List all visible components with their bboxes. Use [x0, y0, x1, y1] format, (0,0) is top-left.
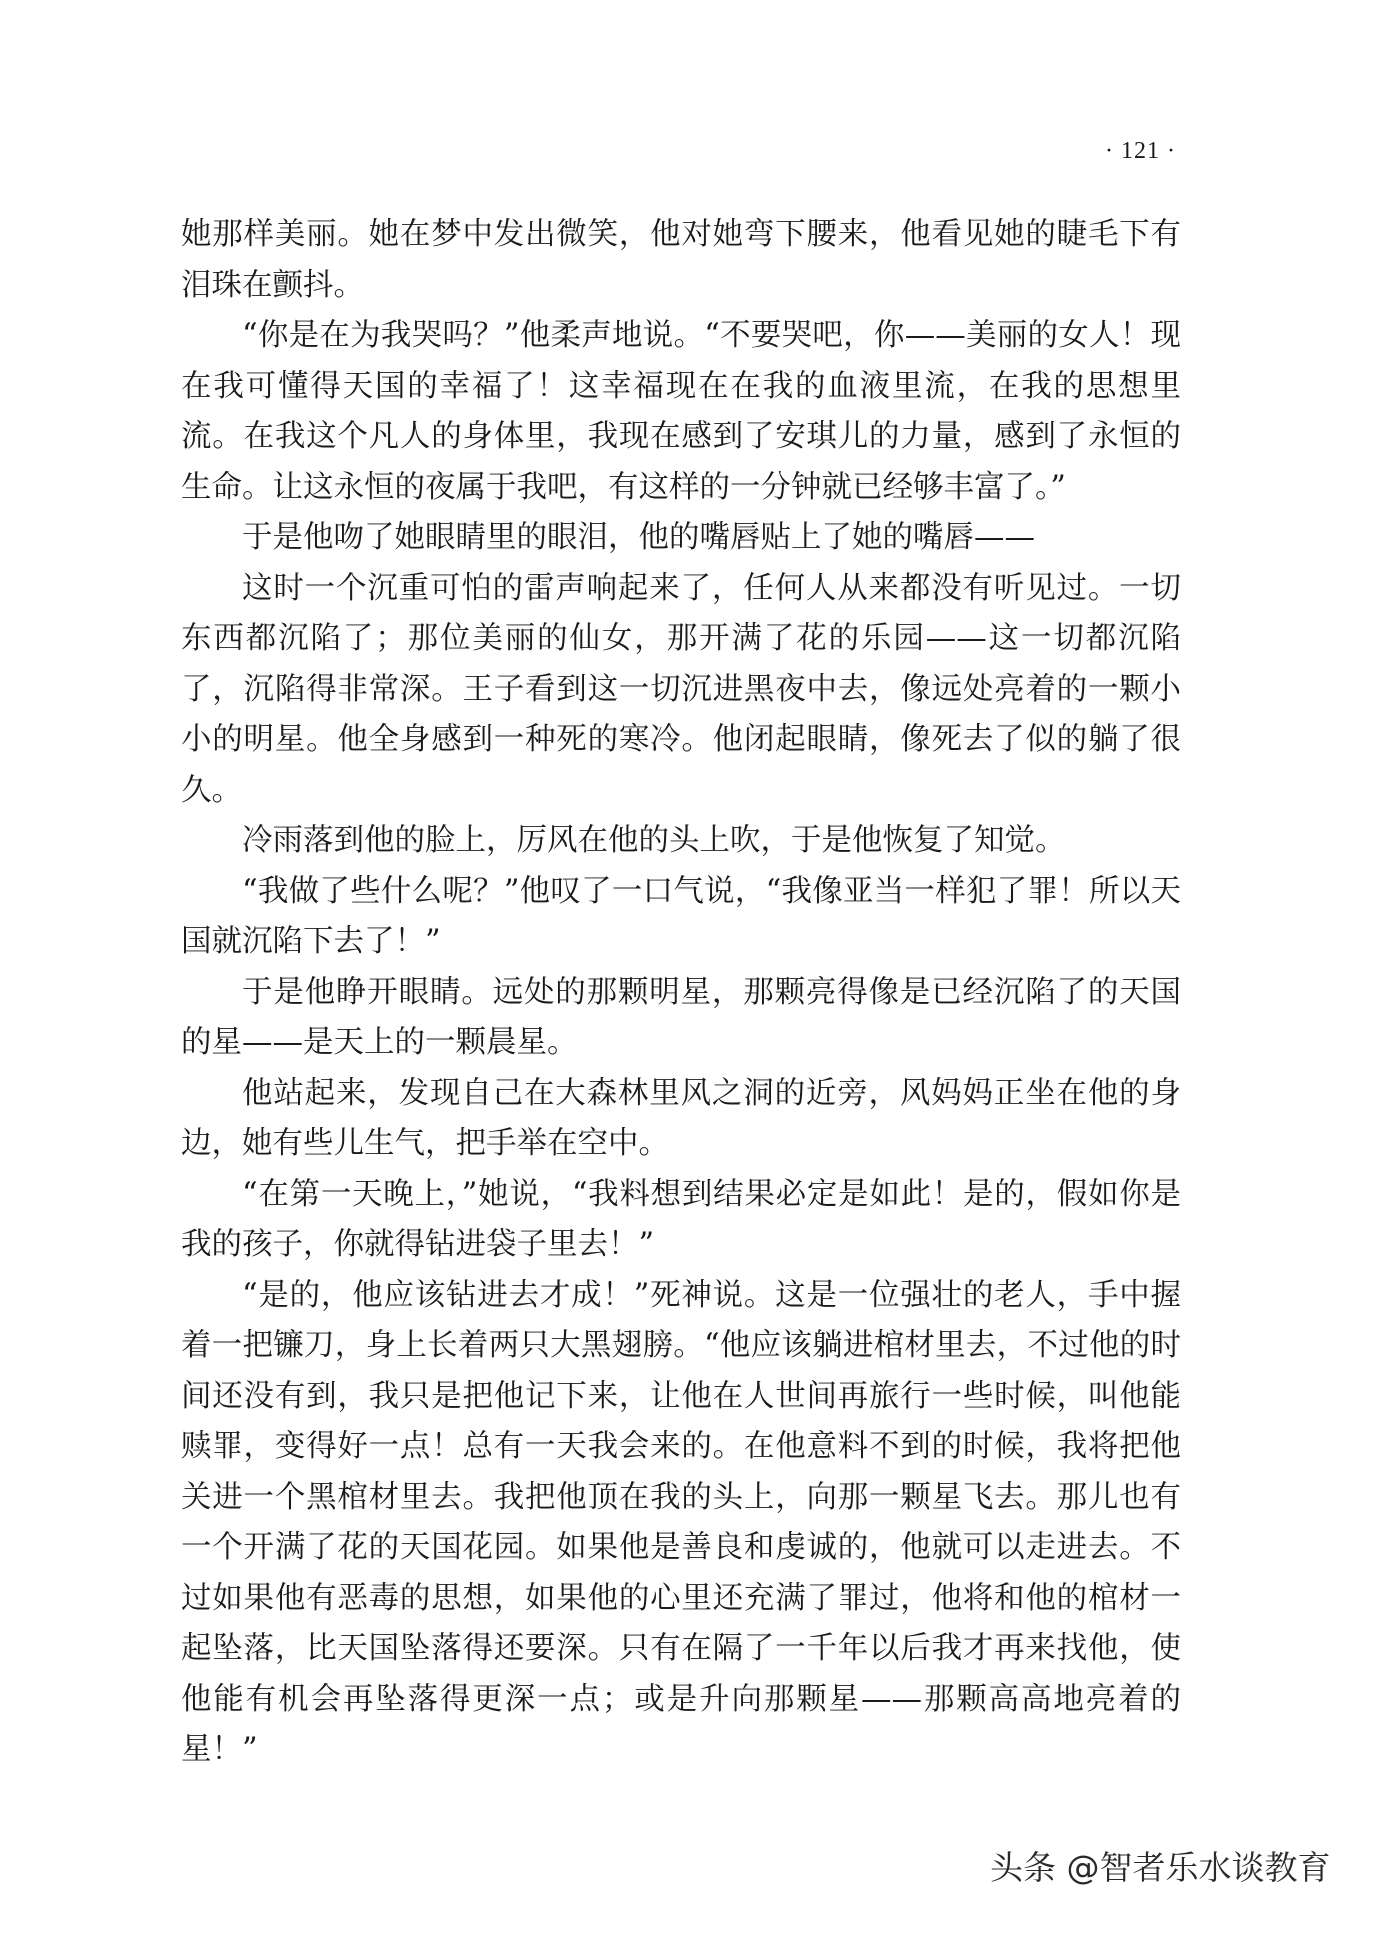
paragraph: “是的，他应该钻进去才成！”死神说。这是一位强壮的老人，手中握着一把镰刀，身上长着两只大黑翅膀。“他应该躺进棺材里去，不过他的时间还没有到，我只是把他记下来，让他在人世间再旅行一些时候，叫他能赎罪，变得好一点！总有一天我会来的。在他意料不到的时候，我将把他关进一个黑棺材里去。我把他顶在我的头上，向那一颗星飞去。那儿也有一个开满了花的天国花园。如果他是善良和虔诚的，他就可以走进去。不过如果他有恶毒的思想，如果他的心里还充满了罪过，他将和他的棺材一起坠落，比天国坠落得还要深。只有在隔了一千年以后我才再来找他，使他能有机会再坠落得更深一点；或是升向那颗星——那颗高高地亮着的星！”: [181, 1277, 1181, 1767]
paragraph: 这时一个沉重可怕的雷声响起来了，任何人从来都没有听见过。一切东西都沉陷了；那位美丽的仙女，那开满了花的乐园——这一切都沉陷了，沉陷得非常深。王子看到这一切沉进黑夜中去，像远处亮着的一颗小小的明星。他全身感到一种死的寒冷。他闭起眼睛，像死去了似的躺了很久。: [181, 570, 1181, 808]
paragraph: 她那样美丽。她在梦中发出微笑，他对她弯下腰来，他看见她的睫毛下有泪珠在颤抖。: [181, 217, 1181, 303]
watermark: 头条 @智者乐水谈教育: [990, 1848, 1331, 1887]
page-number: · 121 ·: [1105, 138, 1176, 164]
paragraph: “我做了些什么呢？”他叹了一口气说，“我像亚当一样犯了罪！所以天国就沉陷下去了！”: [181, 873, 1181, 959]
paragraph: 于是他睁开眼睛。远处的那颗明星，那颗亮得像是已经沉陷了的天国的星——是天上的一颗晨星。: [181, 974, 1181, 1060]
paragraph: “在第一天晚上，”她说，“我料想到结果必定是如此！是的，假如你是我的孩子，你就得钻进袋子里去！”: [181, 1176, 1181, 1262]
body-text: [181, 210, 1181, 1776]
paragraph: 于是他吻了她眼睛里的眼泪，他的嘴唇贴上了她的嘴唇——: [242, 520, 1035, 555]
paragraph: “你是在为我哭吗？”他柔声地说。“不要哭吧，你——美丽的女人！现在我可懂得天国的幸福了！这幸福现在在我的血液里流，在我的思想里流。在我这个凡人的身体里，我现在感到了安琪儿的力量，感到了永恒的生命。让这永恒的夜属于我吧，有这样的一分钟就已经够丰富了。”: [181, 318, 1181, 505]
paragraph: 他站起来，发现自己在大森林里风之洞的近旁，风妈妈正坐在他的身边，她有些儿生气，把手举在空中。: [181, 1075, 1181, 1161]
paragraph: 冷雨落到他的脸上，厉风在他的头上吹，于是他恢复了知觉。: [242, 823, 1066, 858]
